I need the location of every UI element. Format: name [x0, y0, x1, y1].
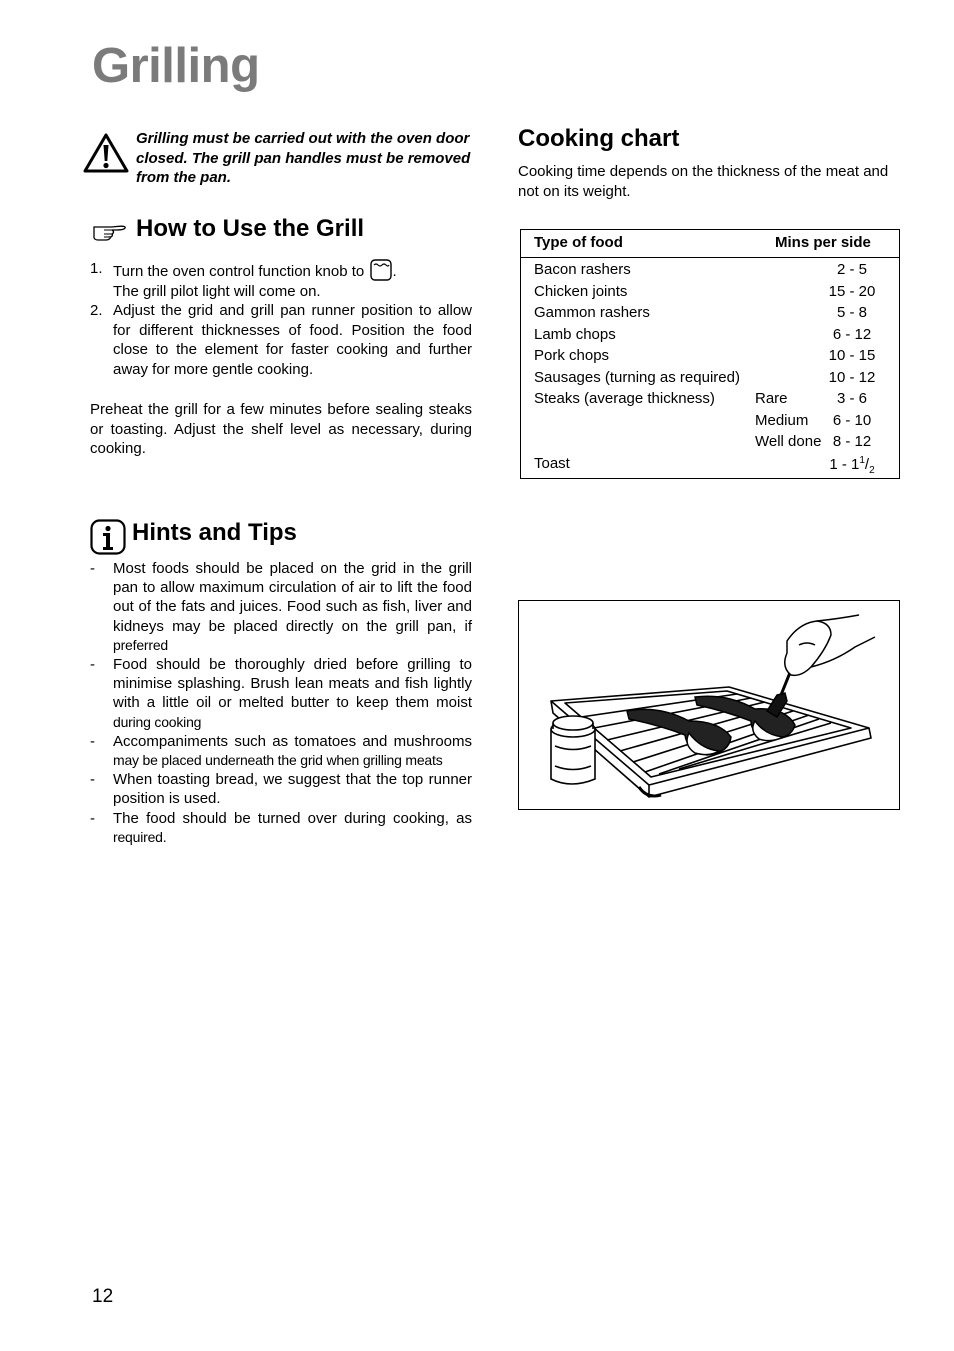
step-text-line2: The grill pilot light will come on.: [113, 282, 321, 300]
hint-text-tail: required.: [113, 828, 167, 845]
doneness-cell: Well done: [755, 433, 822, 450]
how-to-steps: [90, 259, 472, 379]
food-cell: Bacon rashers: [534, 261, 631, 278]
hint-text-tail: during cooking: [113, 713, 202, 730]
food-cell: Toast: [534, 454, 570, 472]
info-icon: [90, 519, 126, 555]
list-item: - Food should be thoroughly dried before grilling to minimise splashing. Brush lean meats and fish lightly with a little oil or melted butter to keep them moist during cooking: [90, 656, 472, 730]
cooking-chart-heading: Cooking chart: [518, 125, 680, 152]
food-cell: Lamb chops: [534, 325, 616, 343]
mins-cell: [817, 455, 887, 476]
mins-prefix: 1 - 1: [829, 455, 860, 473]
step-text: Adjust the grid and grill pan runner position to allow for different thicknesses of food. Position the food close to the element for faster cooking and further away for more gentle cooking.: [113, 302, 472, 378]
hint-text: Food should be thoroughly dried before grilling to minimise splashing. Brush lean meats and fish lightly with a little oil or melted butter to keep them moist: [113, 656, 472, 712]
preheat-paragraph: Preheat the grill for a few minutes before sealing steaks or toasting. Adjust the shelf level as necessary, during cooking.: [90, 401, 472, 457]
fraction-numerator: 1: [859, 454, 865, 466]
food-cell: Gammon rashers: [534, 304, 650, 321]
food-cell: Sausages (turning as required): [534, 368, 740, 386]
doneness-cell: Medium: [755, 411, 809, 429]
mins-cell: 8 - 12: [832, 433, 872, 450]
hint-text: Accompaniments such as tomatoes and mushrooms: [113, 732, 472, 750]
cooking-chart-intro: Cooking time depends on the thickness of the meat and not on its weight.: [518, 163, 889, 200]
mins-cell: 3 - 6: [836, 390, 867, 407]
table-row: [521, 304, 899, 325]
list-item: - The food should be turned over during cooking, as required.: [90, 809, 472, 845]
column-header-mins: Mins per side: [775, 234, 871, 251]
mins-cell: 10 - 15: [828, 347, 876, 364]
hint-text-tail: preferred: [113, 636, 169, 653]
hint-text: The food should be turned over during cooking, as: [113, 809, 472, 827]
food-cell: Pork chops: [534, 347, 610, 364]
step-text-end: .: [392, 263, 397, 280]
mins-cell: 2 - 5: [836, 261, 867, 278]
how-to-heading: How to Use the Grill: [136, 215, 365, 242]
column-header-food: Type of food: [534, 234, 623, 251]
oven-grill-function-icon: [370, 259, 392, 281]
table-row: [521, 347, 899, 368]
hint-text-tail: may be placed underneath the grid when grilling meats: [113, 752, 443, 769]
step-number: 1.: [90, 260, 103, 277]
hints-list: [90, 559, 472, 847]
fraction-denominator: 2: [869, 464, 875, 476]
page-number: 12: [92, 1286, 114, 1307]
table-row: [521, 261, 899, 282]
food-cell: Chicken joints: [534, 282, 628, 300]
table-row: [521, 412, 899, 433]
list-item: - Accompaniments such as tomatoes and mushrooms may be placed underneath the grid when grilling meats: [90, 732, 472, 769]
step-text: Turn the oven control function knob to: [113, 263, 365, 280]
mins-cell: 5 - 8: [836, 304, 867, 321]
page-title: Grilling: [92, 39, 260, 93]
table-row: [521, 455, 899, 476]
table-row: [521, 283, 899, 304]
step-number: 2.: [90, 302, 103, 319]
step-1: [90, 259, 472, 301]
pointing-hand-icon: [92, 219, 126, 241]
hints-heading: Hints and Tips: [132, 519, 297, 546]
mins-cell: 15 - 20: [828, 282, 876, 300]
grill-pan-drawing: [519, 601, 898, 808]
cooking-table: [520, 229, 900, 479]
mins-cell: 6 - 12: [832, 325, 872, 343]
hint-text: Most foods should be placed on the grid in the grill pan to allow maximum circulation of air to lift the food out of the fats and juices. Food such as fish, liver and kidneys may be placed directly on the grill pan, if: [113, 560, 472, 635]
doneness-cell: Rare: [755, 390, 788, 407]
step-2: [90, 301, 472, 379]
list-item: - When toasting bread, we suggest that the top runner position is used.: [90, 771, 472, 808]
table-row: [521, 390, 899, 411]
table-header: [521, 230, 899, 258]
food-cell: Steaks (average thickness): [534, 390, 715, 407]
list-item: - Most foods should be placed on the grid in the grill pan to allow maximum circulation of air to lift the food out of the fats and juices. Food such as fish, liver and kidneys may be placed directly on the grill pan, if preferred: [90, 560, 472, 653]
warning-text: Grilling must be carried out with the oven door closed. The grill pan handles must be removed from the pan.: [136, 130, 471, 186]
warning-triangle-icon: [82, 132, 130, 174]
table-row: [521, 369, 899, 390]
grill-pan-illustration: [518, 600, 900, 810]
table-row: [521, 326, 899, 347]
mins-cell: 6 - 10: [832, 411, 872, 429]
fraction-slash: /: [864, 455, 870, 473]
hint-text: When toasting bread, we suggest that the top runner position is used.: [113, 771, 472, 808]
table-row: [521, 433, 899, 454]
mins-cell: 10 - 12: [828, 368, 876, 386]
